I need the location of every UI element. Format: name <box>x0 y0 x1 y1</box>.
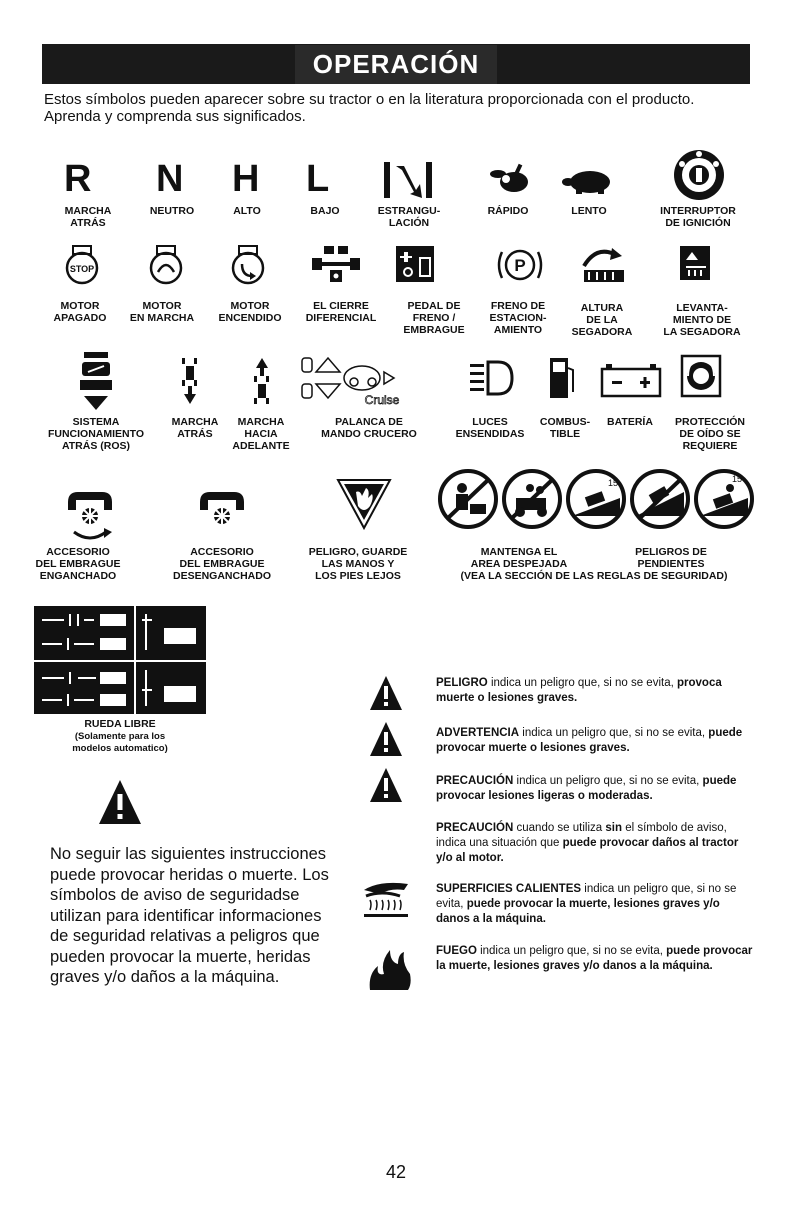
svg-text:P: P <box>514 256 526 275</box>
mower-lift-icon <box>678 244 712 282</box>
label-reverse-operation-system: SISTEMA FUNCIONAMIENTO ATRÁS (ROS) <box>47 416 145 452</box>
danger-description <box>436 676 754 706</box>
label-mower-height: ALTURA DE LA SEGADORA <box>571 302 633 338</box>
freewheel-subtitle: (Solamente para los modelos automatico) <box>72 731 168 754</box>
caution2-term: PRECAUCIÓN <box>436 822 514 834</box>
safety-alert-icon <box>97 778 143 826</box>
warning-normal: indica un peligro que, si no se evita, <box>519 727 709 739</box>
slope-text-1: 15 <box>608 478 619 488</box>
reverse-operation-system-icon <box>76 350 116 412</box>
safety-rules-note: (VEA LA SECCIÓN DE LAS REGLAS DE SEGURIDAD) <box>460 570 728 582</box>
slope-text-2: 15 <box>732 474 743 484</box>
cruise-control-icon <box>298 352 428 408</box>
fuel-icon <box>548 356 576 400</box>
warning-term: ADVERTENCIA <box>436 727 520 739</box>
forward-gear-icon <box>248 356 276 406</box>
neutral-symbol: N <box>156 158 184 200</box>
label-engine-off: MOTOR APAGADO <box>53 300 107 324</box>
hot-surfaces-normal: indica un peligro que, si no se evita, <box>436 883 737 910</box>
label-parking-brake: FRENO DE ESTACION- AMIENTO <box>489 300 547 336</box>
turtle-slow-icon <box>560 168 620 196</box>
label-engine-start: MOTOR ENCENDIDO <box>218 300 282 324</box>
safety-pictograms-row <box>436 468 754 530</box>
label-ignition-switch: INTERRUPTOR DE IGNICIÓN <box>660 205 736 229</box>
page-title: OPERACIÓN <box>312 48 480 79</box>
label-attachment-disengaged: ACCESORIO DEL EMBRAGUE DESENGANCHADO <box>172 546 271 582</box>
label-cruise-lever: PALANCA DE MANDO CRUCERO <box>321 416 417 440</box>
mower-height-icon <box>578 244 628 284</box>
fire-bold: puede provocar la muerte, lesiones graves y/o danos a la máquina. <box>436 945 753 972</box>
reverse-gear-icon <box>176 356 204 406</box>
label-neutral: NEUTRO <box>149 205 195 217</box>
caution-bold: puede provocar lesiones ligeras o moderadas. <box>436 775 737 802</box>
hot-surface-icon <box>360 876 412 920</box>
hot-surfaces-bold: puede provocar la muerte, lesiones graves y/o danos a la máquina. <box>436 898 720 925</box>
label-mower-lift: LEVANTA- MIENTO DE LA SEGADORA <box>663 302 741 338</box>
label-reverse: MARCHA ATRÁS <box>64 205 112 229</box>
intro-text: Estos símbolos pueden aparecer sobre su tractor o en la literatura proporcionada con el producto. Aprenda y comprenda sus significados. <box>44 91 695 125</box>
danger-normal: indica un peligro que, si no se evita, <box>487 677 677 689</box>
label-fuel: COMBUS- TIBLE <box>539 416 591 440</box>
danger-term: PELIGRO <box>436 677 488 689</box>
label-keep-hands-away: PELIGRO, GUARDE LAS MANOS Y LOS PIES LEJOS <box>308 546 408 582</box>
hot-surfaces-term: SUPERFICIES CALIENTES <box>436 883 582 895</box>
label-battery: BATERÍA <box>607 416 653 428</box>
label-attachment-engaged: ACCESORIO DEL EMBRAGUE ENGANCHADO <box>35 546 121 582</box>
ignition-switch-icon <box>672 148 726 202</box>
slope-warning-icon-1 <box>568 471 624 527</box>
rabbit-fast-icon <box>486 162 536 196</box>
label-headlights: LUCES ENSENDIDAS <box>455 416 525 440</box>
caution2-normal: cuando se utiliza <box>513 822 606 834</box>
label-brake-clutch: PEDAL DE FRENO / EMBRAGUE <box>403 300 465 336</box>
label-low: BAJO <box>310 205 340 217</box>
label-high: ALTO <box>233 205 261 217</box>
parking-brake-icon <box>494 246 546 284</box>
fire-icon <box>364 944 414 994</box>
fire-term: FUEGO <box>436 945 477 957</box>
label-reverse-gear: MARCHA ATRÁS <box>171 416 219 440</box>
label-engine-running: MOTOR EN MARCHA <box>129 300 195 324</box>
warning-description <box>436 726 754 756</box>
caution2-bold: sin <box>605 822 622 834</box>
engine-run-icon <box>146 244 186 286</box>
banner-title-box <box>295 45 497 84</box>
label-keep-area-clear: MANTENGA EL AREA DESPEJADA <box>470 546 568 570</box>
label-hearing-protection: PROTECCIÓN DE OÍDO SE REQUIERE <box>674 416 745 452</box>
no-children-icon <box>440 471 496 527</box>
fire-description <box>436 944 754 974</box>
reverse-symbol: R <box>64 158 92 200</box>
headlights-icon <box>468 358 516 398</box>
high-symbol: H <box>232 158 260 200</box>
caution2-bold2: puede provocar daños al tractor y/o al motor. <box>436 837 739 864</box>
freewheel-diagram-icon <box>34 606 206 714</box>
caution-term: PRECAUCIÓN <box>436 775 514 787</box>
caution-alert-icon <box>368 766 404 804</box>
warning-alert-icon <box>368 720 404 758</box>
caution-description <box>436 774 754 804</box>
safety-intro-paragraph: No seguir las siguientes instrucciones puede provocar heridas o muerte. Los símbolos de aviso de seguridadse utilizan para identificar informaciones de seguridad relativas a peligros que pueden provocar la muerte, heridas graves y/o daños a la máquina. <box>50 845 329 986</box>
slope-warning-icon-2 <box>632 471 688 527</box>
hot-surfaces-description <box>436 882 754 927</box>
caution-normal: indica un peligro que, si no se evita, <box>513 775 703 787</box>
battery-icon <box>600 362 662 398</box>
engine-start-icon <box>228 244 268 286</box>
caution2-tail: el símbolo de aviso, indica una situación que <box>436 822 727 849</box>
label-forward-gear: MARCHA HACIA ADELANTE <box>232 416 290 452</box>
fire-normal: indica un peligro que, si no se evita, <box>476 945 667 957</box>
label-slow: LENTO <box>571 205 607 217</box>
section-banner <box>42 44 750 84</box>
attachment-clutch-disengaged-icon <box>196 488 248 530</box>
no-passengers-icon <box>504 471 560 527</box>
caution-no-symbol-description <box>436 821 754 866</box>
page-number: 42 <box>385 1162 407 1182</box>
hearing-protection-icon <box>680 354 722 398</box>
label-slope-hazards: PELIGROS DE PENDIENTES <box>635 546 707 570</box>
attachment-clutch-engaged-icon <box>64 488 116 544</box>
danger-alert-icon <box>368 674 404 712</box>
engine-stop-icon <box>62 244 102 286</box>
choke-icon <box>382 160 442 200</box>
stop-text: STOP <box>69 264 95 274</box>
brake-clutch-pedal-icon <box>394 244 436 284</box>
freewheel-title: RUEDA LIBRE <box>84 718 156 730</box>
low-symbol: L <box>306 158 330 200</box>
differential-lock-icon <box>308 244 364 284</box>
warning-bold: puede provocar muerte o lesiones graves. <box>436 727 743 754</box>
cruise-text: Cruise <box>364 393 400 407</box>
label-differential-lock: EL CIERRE DIFERENCIAL <box>305 300 377 324</box>
label-choke: ESTRANGU- LACIÓN <box>377 205 441 229</box>
keep-hands-feet-away-icon <box>334 476 394 532</box>
label-fast: RÁPIDO <box>487 205 529 217</box>
danger-bold: provoca muerte o lesiones graves. <box>436 677 722 704</box>
slope-warning-icon-3 <box>696 471 752 527</box>
